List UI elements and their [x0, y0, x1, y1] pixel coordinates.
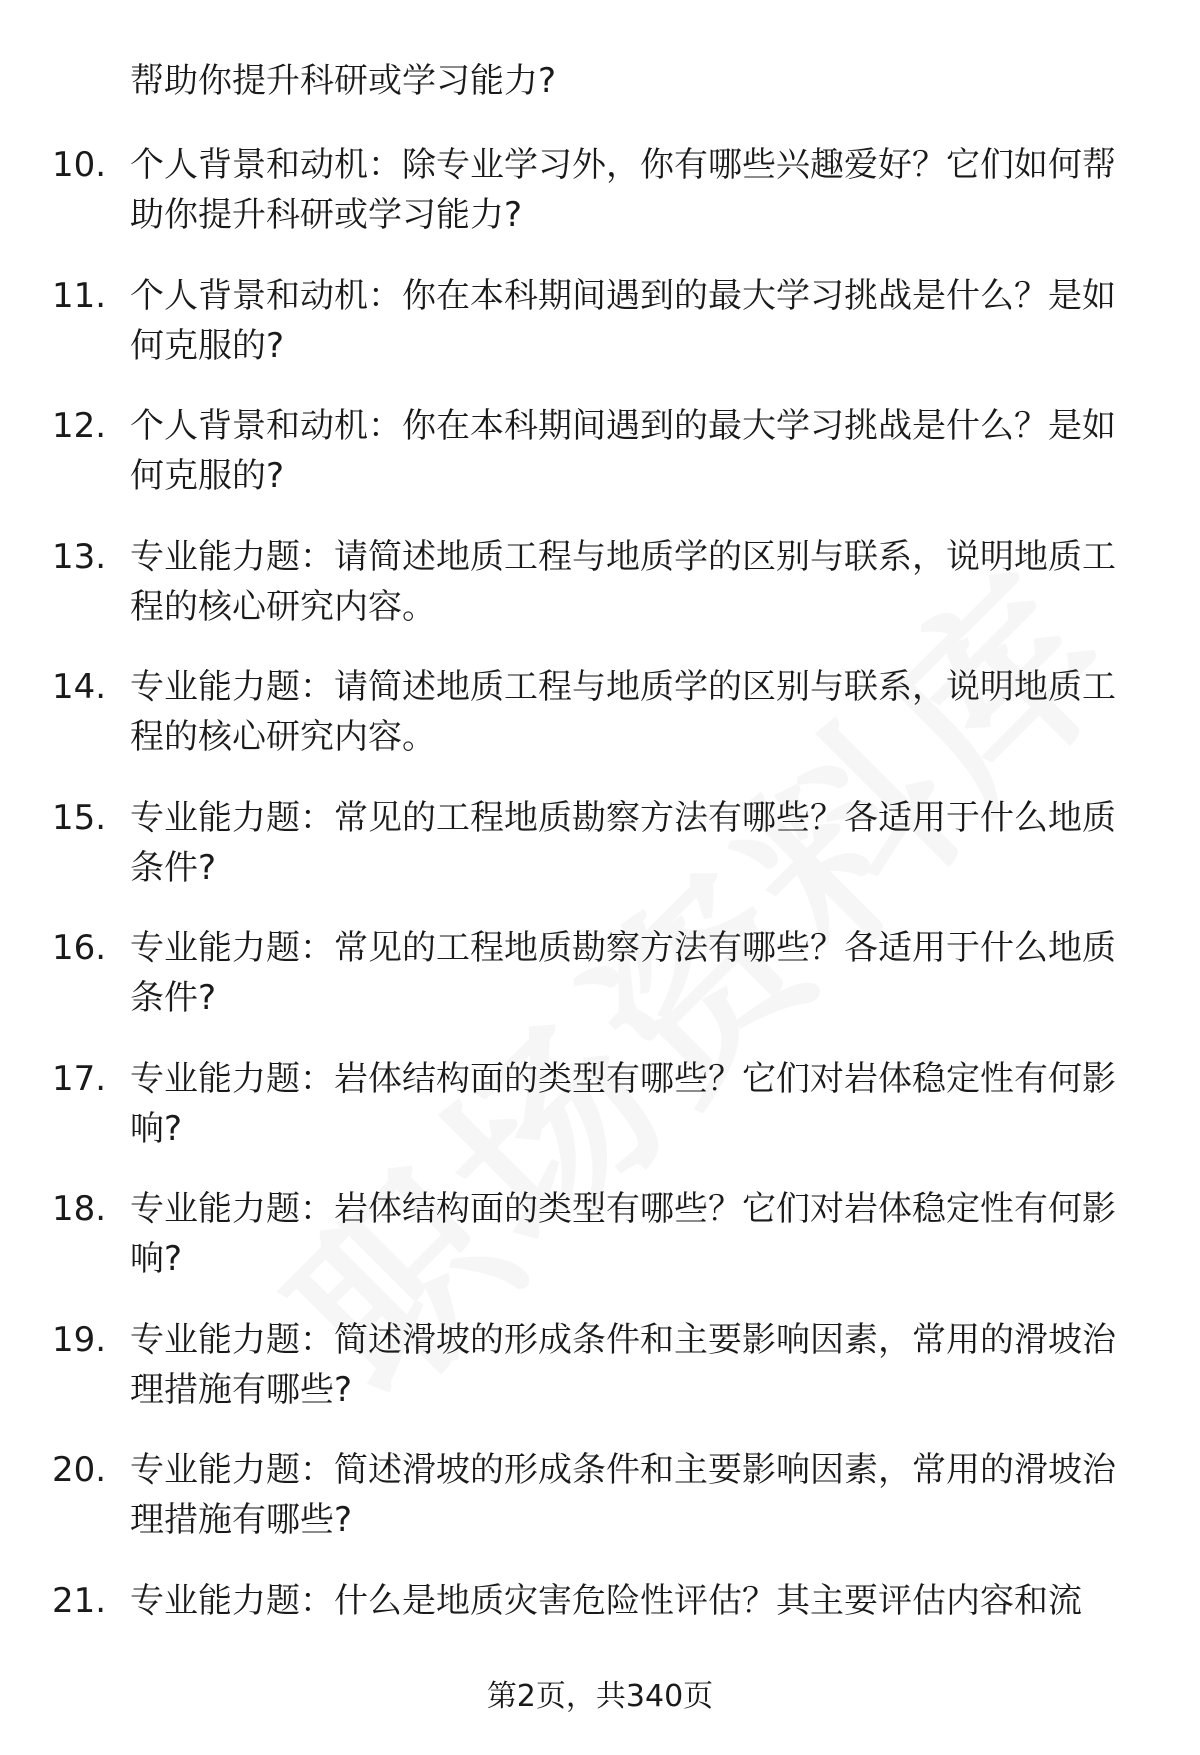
question-number: 21. [52, 1580, 107, 1621]
question-text: 专业能力题：简述滑坡的形成条件和主要影响因素，常用的滑坡治理措施有哪些? [130, 1450, 1116, 1540]
question-text: 专业能力题：请简述地质工程与地质学的区别与联系，说明地质工程的核心研究内容。 [130, 536, 1116, 627]
question-text: 专业能力题：简述滑坡的形成条件和主要影响因素，常用的滑坡治理措施有哪些? [130, 1319, 1116, 1410]
question-list [0, 140, 1200, 1706]
question-item [0, 662, 1200, 793]
question-item [0, 1445, 1200, 1576]
question-text: 专业能力题：常见的工程地质勘察方法有哪些？各适用于什么地质条件? [130, 928, 1116, 1018]
question-number: 18. [52, 1189, 107, 1229]
question-item [0, 793, 1200, 924]
continued-question-text: 帮助你提升科研或学习能力? [130, 61, 557, 101]
question-number: 20. [52, 1450, 107, 1490]
question-item [0, 1184, 1200, 1315]
question-number: 19. [52, 1319, 107, 1360]
question-text: 个人背景和动机：除专业学习外，你有哪些兴趣爱好？它们如何帮助你提升科研或学习能力? [130, 145, 1116, 235]
page-footer: 第2页，共340页 [486, 1679, 714, 1714]
question-number: 13. [52, 536, 107, 577]
question-number: 15. [52, 797, 107, 838]
question-text: 个人背景和动机：你在本科期间遇到的最大学习挑战是什么？是如何克服的? [130, 275, 1116, 366]
question-item [0, 401, 1200, 532]
question-item [0, 923, 1200, 1054]
question-number: 11. [52, 275, 107, 316]
question-number: 12. [52, 406, 107, 446]
question-text: 个人背景和动机：你在本科期间遇到的最大学习挑战是什么？是如何克服的? [130, 406, 1116, 496]
question-number: 17. [52, 1058, 107, 1099]
question-number: 10. [52, 145, 107, 185]
question-item [0, 1054, 1200, 1185]
question-item [0, 140, 1200, 271]
question-item [0, 271, 1200, 402]
question-text: 专业能力题：常见的工程地质勘察方法有哪些？各适用于什么地质条件? [130, 797, 1116, 888]
question-text: 专业能力题：什么是地质灾害危险性评估？其主要评估内容和流 [130, 1580, 1082, 1621]
question-number: 14. [52, 667, 107, 707]
question-item [0, 532, 1200, 663]
question-number: 16. [52, 928, 107, 968]
question-text: 专业能力题：请简述地质工程与地质学的区别与联系，说明地质工程的核心研究内容。 [130, 667, 1116, 757]
question-item [0, 1315, 1200, 1446]
question-text: 专业能力题：岩体结构面的类型有哪些？它们对岩体稳定性有何影响? [130, 1189, 1116, 1279]
question-text: 专业能力题：岩体结构面的类型有哪些？它们对岩体稳定性有何影响? [130, 1058, 1116, 1149]
